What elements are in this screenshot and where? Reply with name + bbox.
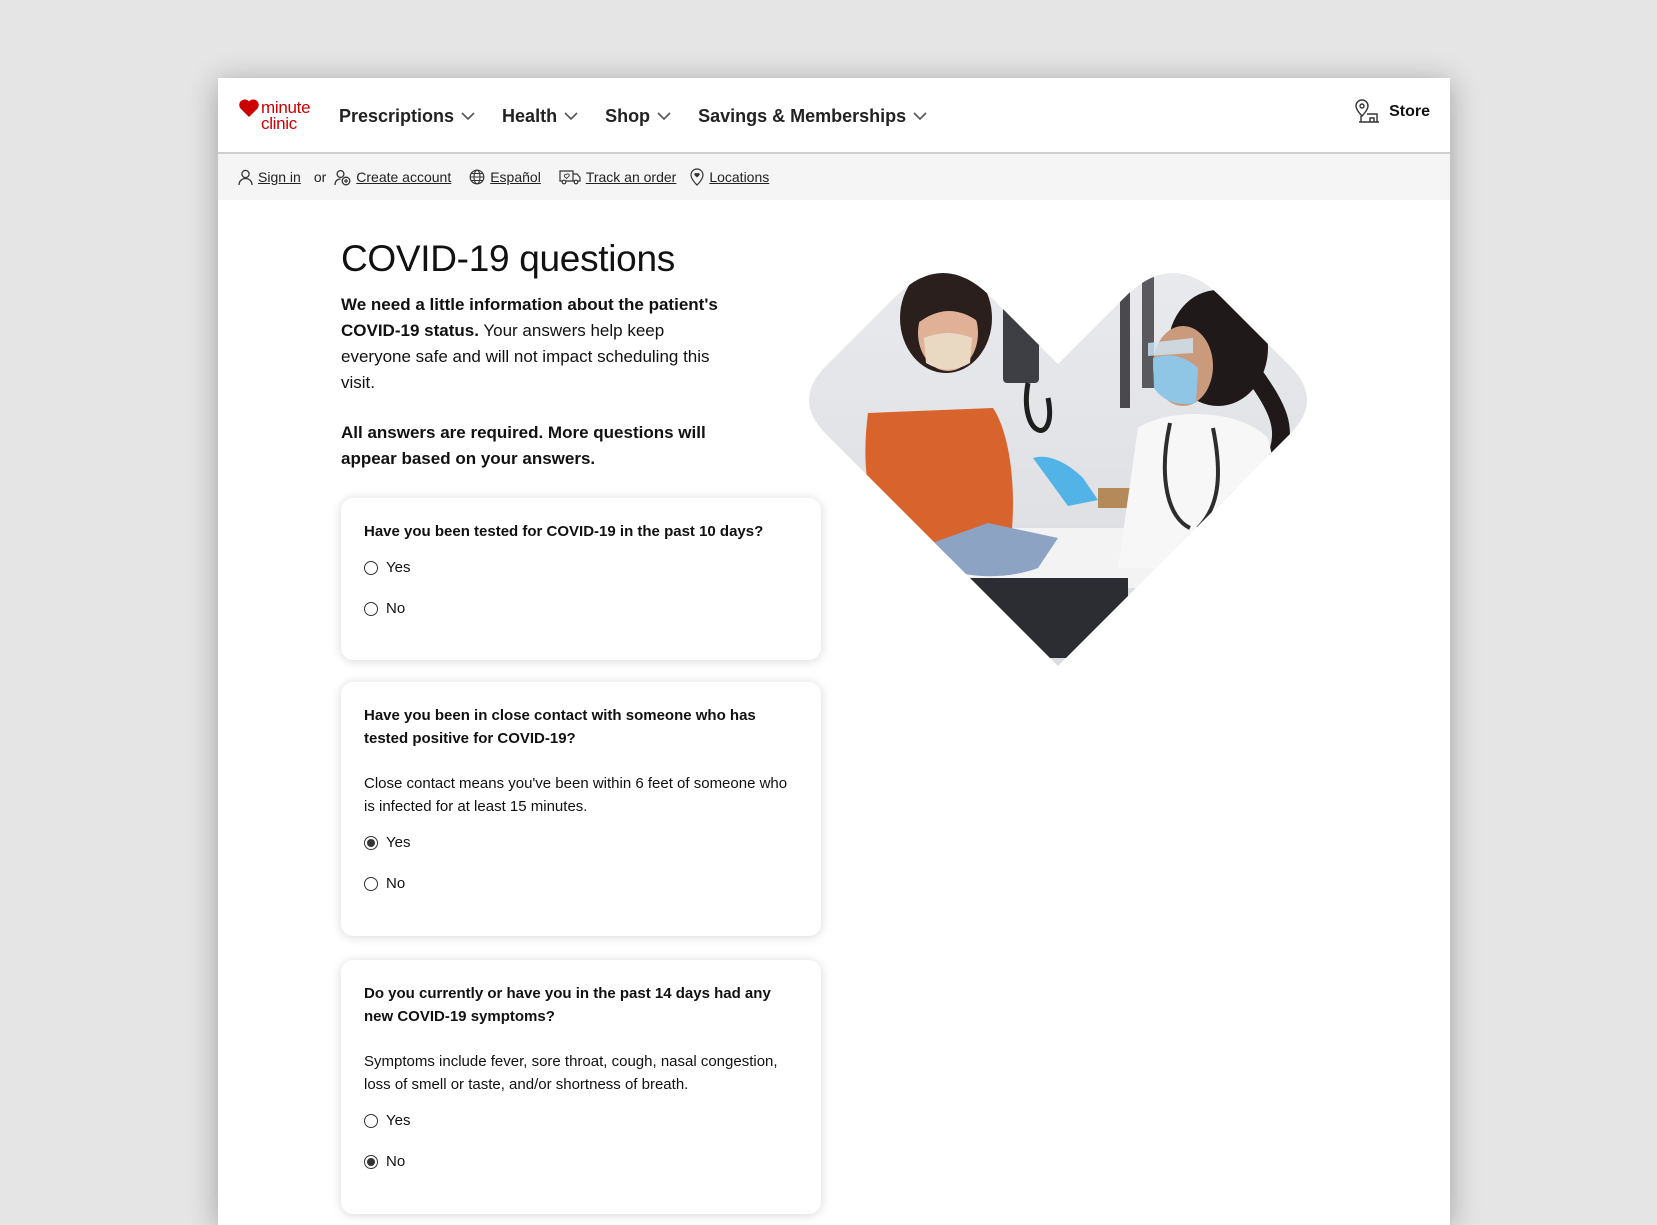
or-text: or <box>313 169 327 185</box>
radio-button-selected[interactable] <box>364 836 378 850</box>
radio-label: Yes <box>386 559 411 576</box>
nav-prescriptions-label: Prescriptions <box>339 105 455 126</box>
radio-option-no[interactable] <box>364 600 798 617</box>
question-help-text: Symptoms include fever, sore throat, cough, nasal congestion, loss of smell or taste, and/or shortness of breath. <box>364 1053 778 1093</box>
heart-logo-icon <box>238 98 260 118</box>
radio-button-selected[interactable] <box>364 1155 378 1169</box>
store-location-icon <box>1353 98 1381 126</box>
chevron-down-icon <box>657 112 671 121</box>
question-card-tested <box>341 498 821 660</box>
radio-label: No <box>386 1153 406 1170</box>
sign-in-label: Sign in <box>258 169 301 185</box>
intro-rest-text: Your answers help keep everyone safe and will not impact scheduling this visit. <box>341 321 710 392</box>
question-text: Have you been in close contact with someone who has tested positive for COVID-19? <box>364 707 756 747</box>
top-navigation <box>218 78 1450 154</box>
chevron-down-icon <box>913 112 927 121</box>
radio-button[interactable] <box>364 602 378 616</box>
question-text: Do you currently or have you in the past 14 days had any new COVID-19 symptoms? <box>364 985 771 1025</box>
nav-shop-label: Shop <box>605 105 651 126</box>
radio-option-yes[interactable] <box>364 559 798 576</box>
track-order-link[interactable] <box>559 169 677 185</box>
nav-shop[interactable] <box>605 100 671 132</box>
logo-word-minute: minute <box>261 98 311 117</box>
truck-icon <box>559 169 581 185</box>
page-title: COVID-19 questions <box>341 238 675 279</box>
radio-label: Yes <box>386 834 411 851</box>
radio-button[interactable] <box>364 1114 378 1128</box>
store-link[interactable] <box>1353 98 1430 126</box>
locations-link[interactable] <box>690 168 769 186</box>
nav-health-label: Health <box>502 105 558 126</box>
question-help-text: Close contact means you've been within 6 feet of someone who is infected for at least 15 minutes. <box>364 775 788 815</box>
intro-bold-text: We need a little information about the patient's COVID-19 status. <box>341 295 718 340</box>
create-account-label: Create account <box>356 169 452 185</box>
minuteclinic-logo[interactable] <box>238 98 322 138</box>
create-account-link[interactable] <box>334 169 451 186</box>
radio-option-no[interactable] <box>364 875 798 892</box>
radio-button[interactable] <box>364 561 378 575</box>
sign-in-link[interactable] <box>238 169 301 186</box>
chevron-down-icon <box>564 112 578 121</box>
required-note: All answers are required. More questions will appear based on your answers. <box>341 423 706 468</box>
store-label: Store <box>1389 103 1430 120</box>
radio-label: No <box>386 875 406 892</box>
chevron-down-icon <box>461 112 475 121</box>
radio-button[interactable] <box>364 877 378 891</box>
nav-savings-label: Savings & Memberships <box>698 105 907 126</box>
location-pin-icon <box>690 168 704 186</box>
globe-icon <box>469 169 485 185</box>
browser-window <box>218 78 1450 1225</box>
add-person-icon <box>334 169 351 186</box>
nav-prescriptions[interactable] <box>339 100 475 132</box>
radio-option-yes[interactable] <box>364 1112 798 1129</box>
locations-label: Locations <box>709 169 770 185</box>
espanol-link[interactable] <box>469 169 541 185</box>
question-text: Have you been tested for COVID-19 in the past 10 days? <box>364 523 764 540</box>
person-icon <box>238 169 253 186</box>
nav-savings-memberships[interactable] <box>698 100 927 132</box>
radio-option-no[interactable] <box>364 1153 798 1170</box>
main-menu <box>339 100 954 132</box>
radio-label: Yes <box>386 1112 411 1129</box>
nav-health[interactable] <box>502 100 578 132</box>
question-card-symptoms <box>341 960 821 1214</box>
intro-text <box>341 292 721 396</box>
heart-hero-image <box>798 238 1318 678</box>
track-order-label: Track an order <box>585 169 677 185</box>
radio-label: No <box>386 600 406 617</box>
utility-bar <box>218 154 1450 200</box>
radio-option-yes[interactable] <box>364 834 798 851</box>
espanol-label: Español <box>490 169 541 185</box>
question-card-close-contact <box>341 682 821 936</box>
logo-word-clinic: clinic <box>261 114 297 133</box>
